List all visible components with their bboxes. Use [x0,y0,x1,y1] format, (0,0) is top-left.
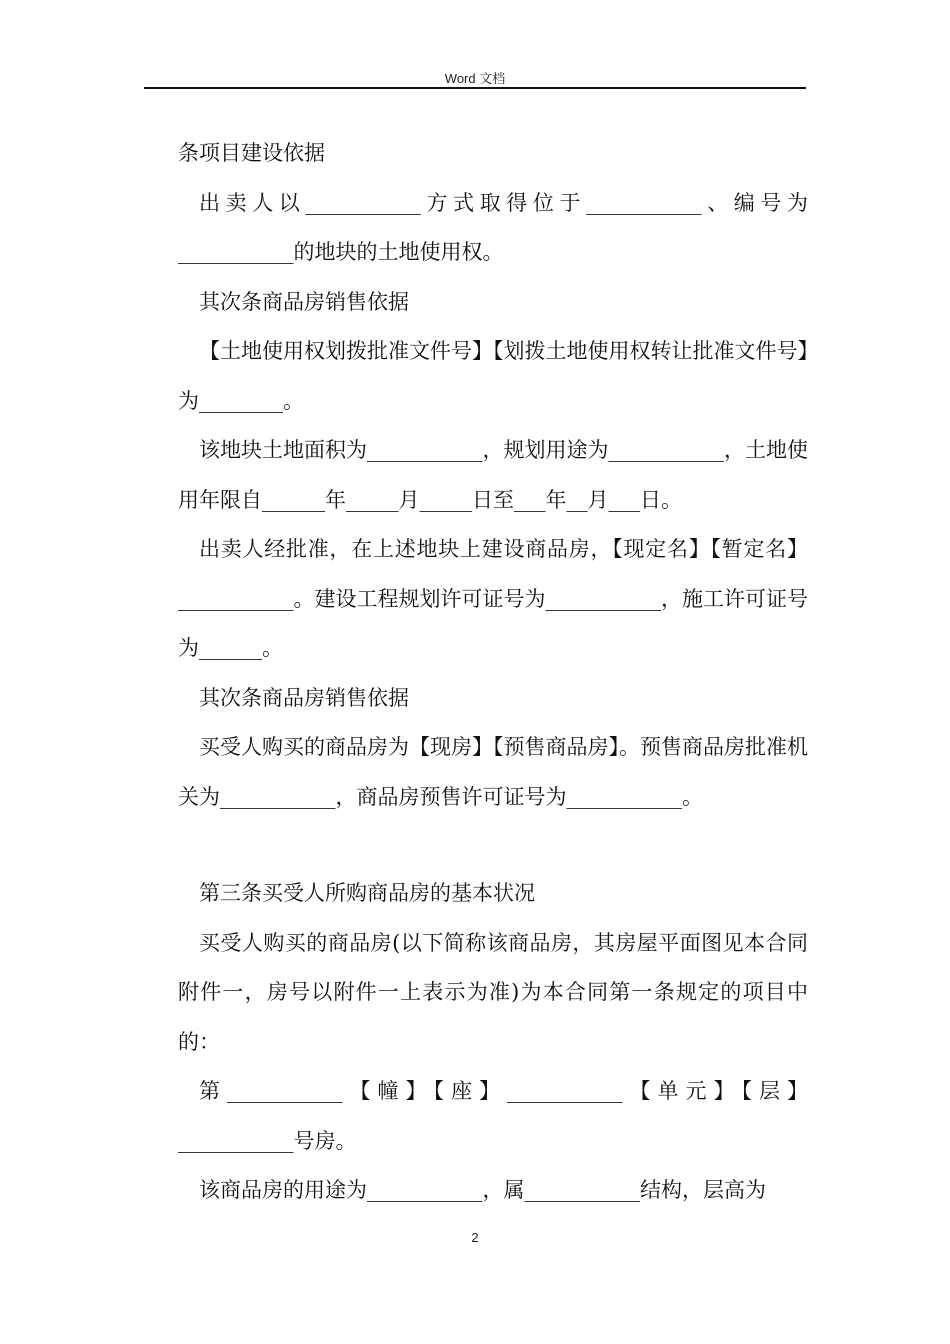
header-divider [144,87,806,89]
document-body [178,129,808,1216]
article-heading-project-basis: 条项目建设依据 [178,141,325,165]
article-heading-basic-status: 第三条买受人所购商品房的基本状况 [199,881,535,905]
paragraph-construction-permits: 出卖人经批准，在上述地块上建设商品房，【现定名】【暂定名】___________。建设工程规划许可证号为___________，施工许可证号为______。 [178,537,808,660]
paragraph-land-approval-number: 【土地使用权划拨批准文件号】【划拨土地使用权转让批准文件号】为________。 [178,339,808,413]
paragraph-spacer [178,822,808,869]
paragraph-room-number: 第___________【幢】【座】___________【单元】【层】___________号房。 [178,1079,808,1153]
paragraph-presale-license: 买受人购买的商品房为【现房】【预售商品房】。预售商品房批准机关为___________，商品房预售许可证号为___________。 [178,735,808,809]
paragraph-land-acquisition: 出卖人以___________方式取得位于___________、编号为___________的地块的土地使用权。 [178,190,808,264]
paragraph-land-area-usage: 该地块土地面积为___________，规划用途为___________，土地使用年限自______年_____月_____日至___年__月___日。 [178,438,808,512]
paragraph-property-usage: 该商品房的用途为___________，属___________结构，层高为 [199,1178,766,1202]
paragraph-property-description: 买受人购买的商品房(以下简称该商品房，其房屋平面图见本合同附件一，房号以附件一上表示为准)为本合同第一条规定的项目中的： [178,930,808,1054]
article-heading-sales-basis: 其次条商品房销售依据 [199,289,409,314]
article-heading-sales-basis-2: 其次条商品房销售依据 [199,685,409,710]
document-header-title: Word 文档 [444,71,506,86]
page-number: 2 [471,1230,479,1245]
